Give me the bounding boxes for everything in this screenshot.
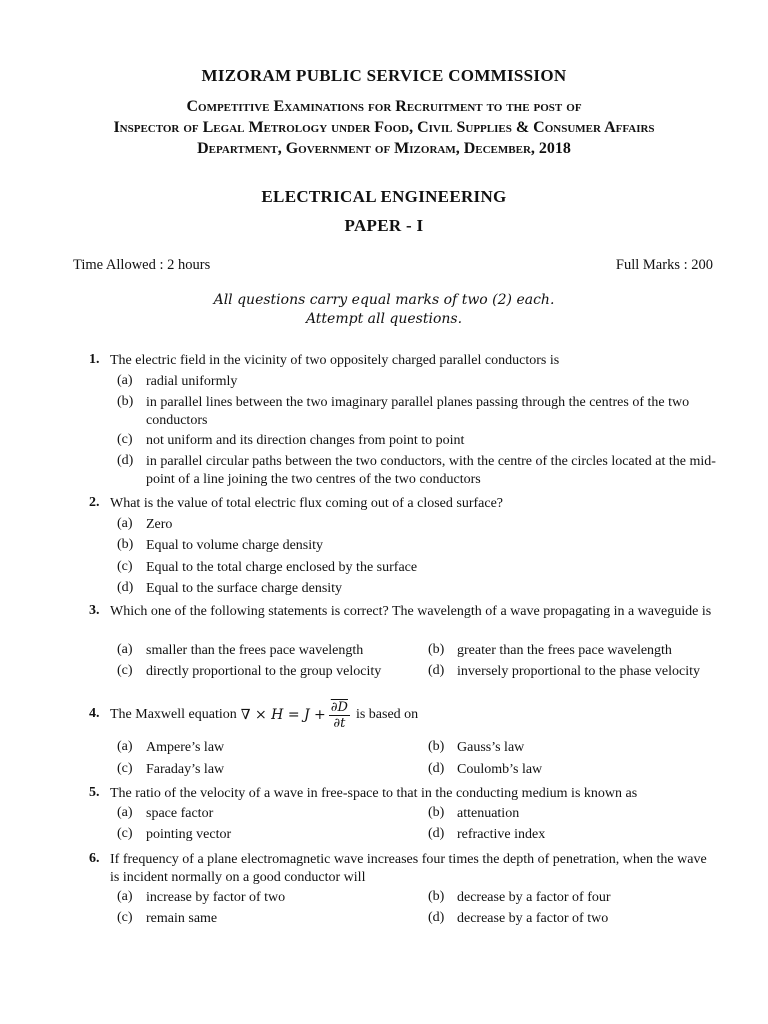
option-text: attenuation (457, 806, 520, 821)
subject-title: ELECTRICAL ENGINEERING (261, 187, 507, 206)
option-text: increase by factor of two (146, 890, 286, 905)
question-number: 1. (89, 352, 100, 367)
option-label: (b) (428, 889, 445, 904)
option-label: (a) (117, 739, 133, 754)
option-text: in parallel lines between the two imaginary parallel planes passing through the centres of the two conductors (146, 395, 690, 428)
time-allowed: Time Allowed : 2 hours (73, 257, 211, 273)
question-text (110, 690, 418, 740)
instruction-marks: All questions carry equal marks of two (2) each. (213, 292, 555, 308)
option-text: directly proportional to the group velocity (146, 664, 382, 679)
equation-lhs: ∇ × H = J + (240, 707, 326, 723)
option-text: Faraday’s law (146, 762, 225, 777)
question-text-after: is based on (355, 707, 419, 722)
option-text: inversely proportional to the phase velocity (457, 664, 700, 679)
question-text: The ratio of the velocity of a wave in free-space to that in the conducting medium is known as (110, 786, 638, 801)
option-label: (d) (428, 761, 445, 776)
option-label: (a) (117, 516, 133, 531)
option-text: not uniform and its direction changes from point to point (146, 433, 465, 448)
option-text: decrease by a factor of two (457, 911, 609, 926)
option-label: (d) (117, 580, 134, 595)
option-label: (b) (428, 642, 445, 657)
option-text: Zero (146, 517, 173, 532)
option-label: (a) (117, 805, 133, 820)
full-marks: Full Marks : 200 (615, 257, 713, 273)
option-label: (a) (117, 373, 133, 388)
option-text: Ampere’s law (146, 740, 225, 755)
instruction-attempt: Attempt all questions. (305, 311, 463, 327)
question-text: Which one of the following statements is correct? The wavelength of a wave propagating in a waveguide is (110, 604, 712, 619)
option-text: decrease by a factor of four (457, 890, 611, 905)
option-label: (d) (117, 453, 134, 468)
option-text: remain same (146, 911, 218, 926)
equation-denominator: ∂t (333, 715, 346, 731)
option-label: (d) (428, 663, 445, 678)
question-text: What is the value of total electric flux coming out of a closed surface? (110, 496, 504, 511)
exam-title-line-1: Competitive Examinations for Recruitment to the post of (186, 98, 582, 115)
option-label: (c) (117, 663, 133, 678)
option-text: Equal to volume charge density (146, 538, 324, 553)
option-label: (c) (117, 910, 133, 925)
option-label: (a) (117, 889, 133, 904)
commission-title: MIZORAM PUBLIC SERVICE COMMISSION (201, 66, 567, 85)
option-label: (c) (117, 432, 133, 447)
option-label: (c) (117, 826, 133, 841)
option-text: Gauss’s law (457, 740, 525, 755)
option-label: (d) (428, 910, 445, 925)
equation-fraction (329, 700, 350, 731)
question-number: 4. (89, 706, 100, 721)
question-number: 3. (89, 603, 100, 618)
option-label: (c) (117, 761, 133, 776)
paper-title: PAPER - I (344, 216, 424, 235)
question-number: 2. (89, 495, 100, 510)
equation-numerator: ∂D (330, 699, 348, 715)
option-text: radial uniformly (146, 374, 238, 389)
question-number: 6. (89, 851, 100, 866)
question-text: If frequency of a plane electromagnetic wave increases four times the depth of penetration, when the wave is incident normally on a good conductor will (110, 852, 707, 885)
option-label: (d) (428, 826, 445, 841)
option-text: pointing vector (146, 827, 232, 842)
option-label: (b) (117, 394, 134, 409)
option-text: Coulomb’s law (457, 762, 543, 777)
option-text: Equal to the total charge enclosed by the surface (146, 560, 418, 575)
question-text: The electric field in the vicinity of two oppositely charged parallel conductors is (110, 353, 560, 368)
option-label: (c) (117, 559, 133, 574)
option-text: space factor (146, 806, 214, 821)
option-text: in parallel circular paths between the two conductors, with the centre of the circles located at the mid-point of a line joining the two centres of the two conductors (146, 454, 716, 487)
option-text: Equal to the surface charge density (146, 581, 343, 596)
question-number: 5. (89, 785, 100, 800)
option-label: (a) (117, 642, 133, 657)
exam-title-line-2: Inspector of Legal Metrology under Food, Civil Supplies & Consumer Affairs (113, 119, 655, 136)
question-text-before: The Maxwell equation (110, 707, 237, 722)
option-label: (b) (428, 739, 445, 754)
option-label: (b) (117, 537, 134, 552)
exam-title-line-3: Department, Government of Mizoram, December, 2018 (197, 140, 571, 157)
option-text: greater than the frees pace wavelength (457, 643, 672, 658)
option-text: smaller than the frees pace wavelength (146, 643, 364, 658)
option-label: (b) (428, 805, 445, 820)
option-text: refractive index (457, 827, 546, 842)
